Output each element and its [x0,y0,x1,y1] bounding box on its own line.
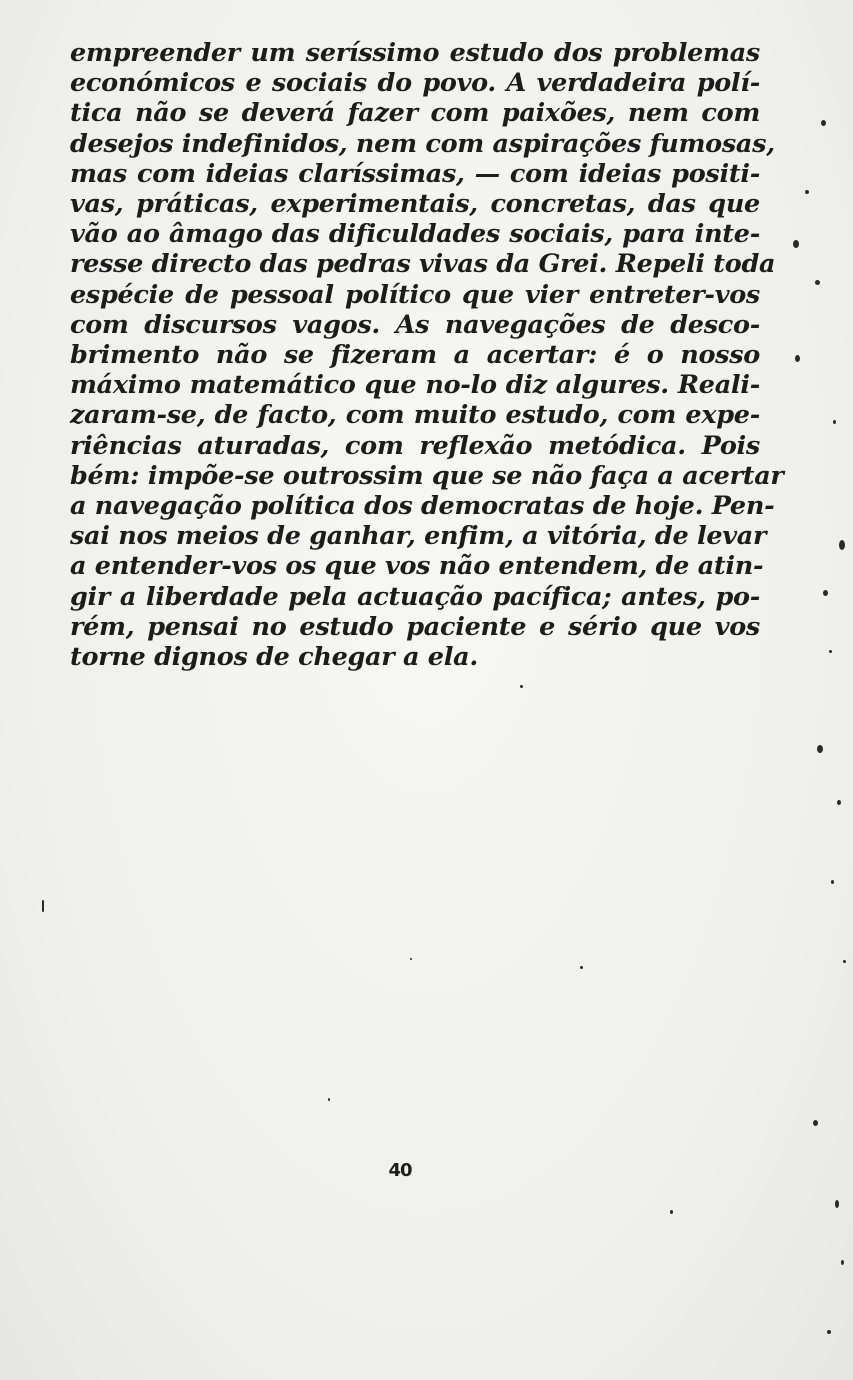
scan-noise [793,0,853,1380]
text-line: brimento não se fizeram a acertar: é o nosso [70,340,760,371]
speck [813,1120,818,1126]
text-line: bém: impõe-se outrossim que se não faça a acertar [70,460,784,491]
speck [42,900,44,912]
page-number: 40 [388,1160,412,1181]
speck [837,800,841,805]
speck [328,1098,330,1101]
text-line: vas, práticas, experimentais, concretas, das que [70,189,760,220]
text-line: gir a liberdade pela actuação pacífica; antes, po- [70,581,760,612]
speck [815,280,820,285]
speck [817,745,823,753]
text-line: espécie de pessoal político que vier entreter-vos [70,279,760,310]
speck [520,685,523,688]
speck [827,1330,831,1334]
speck [829,650,832,653]
speck [843,960,846,963]
speck [805,190,809,194]
text-line: desejos indefinidos, nem com aspirações fumosas, [70,128,775,159]
text-line: riências aturadas, com reflexão metódica. Pois [70,430,760,461]
body-text [70,38,784,673]
text-line: máximo matemático que no-lo diz algures. Reali- [70,370,760,401]
text-line: mas com ideias claríssimas, — com ideias positi- [70,158,760,189]
speck [580,966,583,969]
text-line: empreender um seríssimo estudo dos problemas [70,38,760,68]
text-line: vão ao âmago das dificuldades sociais, para inte- [70,219,760,250]
speck [835,1200,839,1208]
speck [841,1260,844,1265]
speck [410,958,412,960]
text-line: sai nos meios de ganhar, enfim, a vitória, de levar [70,521,767,552]
text-line: resse directo das pedras vivas da Grei. Repeli toda [70,249,776,280]
speck [833,420,836,424]
speck [795,355,800,362]
speck [839,540,845,550]
text-line: rém, pensai no estudo paciente e sério que vos [70,611,760,642]
text-line: tica não se deverá fazer com paixões, nem com [70,98,760,129]
text-line: com discursos vagos. As navegações de desco- [70,309,760,340]
speck [793,240,799,248]
text-line: a entender-vos os que vos não entendem, de atin- [70,551,764,582]
text-line: a navegação política dos democratas de hoje. Pen- [70,491,775,522]
text-line: torne dignos de chegar a ela. [70,642,478,673]
speck [821,120,826,126]
speck [670,1210,673,1214]
text-line: económicos e sociais do povo. A verdadeira polí- [70,68,760,99]
text-line: zaram-se, de facto, com muito estudo, com expe- [70,400,760,431]
speck [823,590,828,596]
speck [831,880,834,884]
